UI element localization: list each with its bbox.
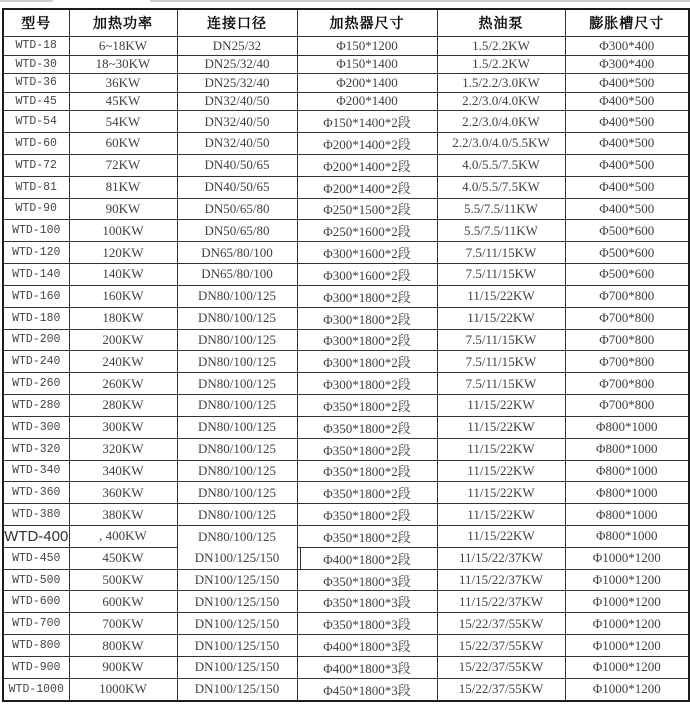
cell-heating-power: 120KW (69, 242, 177, 264)
cell-model: WTD-260 (3, 373, 69, 395)
cell-model: WTD-400 (3, 525, 69, 547)
cell-heater-size: Φ200*1400*2段 (297, 176, 437, 198)
cell-oil-pump: 11/15/22KW (437, 460, 565, 482)
cell-oil-pump: 7.5/11/15KW (437, 242, 565, 264)
table-row (3, 198, 689, 220)
table-row (3, 395, 689, 417)
cell-heater-size: Φ350*1800*2段 (297, 416, 437, 438)
cell-connection-diameter: DN32/40/50 (177, 111, 297, 133)
cell-connection-diameter: DN32/40/50 (177, 133, 297, 155)
cell-model: WTD-600 (3, 591, 69, 613)
cell-heating-power: 180KW (69, 307, 177, 329)
cell-expansion-tank: Φ500*600 (565, 242, 689, 264)
cell-oil-pump: 1.5/2.2KW (437, 37, 565, 56)
cell-connection-diameter: DN80/100/125 (177, 351, 297, 373)
table-row (3, 373, 689, 395)
header-expansion-tank-size: 膨胀槽尺寸 (565, 9, 689, 37)
cell-heating-power: 81KW (69, 176, 177, 198)
cell-connection-diameter: DN80/100/125 (177, 482, 297, 504)
cell-oil-pump: 4.0/5.5/7.5KW (437, 176, 565, 198)
table-row (3, 133, 689, 155)
product-spec-table (2, 8, 690, 702)
cell-heater-size: Φ350*1800*3段 (297, 591, 437, 613)
cell-heating-power: 54KW (69, 111, 177, 133)
cell-heater-size: Φ150*1200 (297, 37, 437, 56)
cell-model: WTD-54 (3, 111, 69, 133)
table-row (3, 176, 689, 198)
cell-heater-size: Φ300*1600*2段 (297, 242, 437, 264)
cell-model: WTD-72 (3, 154, 69, 176)
table-row (3, 547, 689, 569)
cell-connection-diameter: DN80/100/125 (177, 285, 297, 307)
cell-heater-size: Φ200*1400*2段 (297, 154, 437, 176)
cell-connection-diameter: DN65/80/100 (177, 242, 297, 264)
table-row (3, 37, 689, 56)
cell-heater-size: Φ400*1800*2段 (297, 547, 437, 569)
cell-expansion-tank: Φ800*1000 (565, 525, 689, 547)
table-row (3, 264, 689, 286)
table-row (3, 635, 689, 657)
cell-oil-pump: 2.2/3.0/4.0/5.5KW (437, 133, 565, 155)
cell-heating-power: 260KW (69, 373, 177, 395)
cell-oil-pump: 11/15/22KW (437, 504, 565, 526)
cell-oil-pump: 15/22/37/55KW (437, 656, 565, 678)
cell-oil-pump: 11/15/22KW (437, 525, 565, 547)
cell-model: WTD-36 (3, 74, 69, 93)
cell-connection-diameter: DN50/65/80 (177, 198, 297, 220)
cell-model: WTD-180 (3, 307, 69, 329)
cell-expansion-tank: Φ1000*1200 (565, 635, 689, 657)
cell-oil-pump: 11/15/22KW (437, 285, 565, 307)
spec-table-body (3, 37, 689, 702)
cell-model: WTD-81 (3, 176, 69, 198)
table-row (3, 438, 689, 460)
cell-expansion-tank: Φ300*400 (565, 55, 689, 74)
cell-heating-power: 1000KW (69, 678, 177, 701)
cell-expansion-tank: Φ400*500 (565, 198, 689, 220)
cell-heater-size: Φ350*1800*3段 (297, 569, 437, 591)
cell-connection-diameter: DN80/100/125 (177, 525, 297, 547)
cell-heating-power: 140KW (69, 264, 177, 286)
cell-heating-power: 280KW (69, 395, 177, 417)
cell-oil-pump: 2.2/3.0/4.0KW (437, 111, 565, 133)
cell-heater-size: Φ300*1800*2段 (297, 285, 437, 307)
cell-oil-pump: 11/15/22KW (437, 438, 565, 460)
table-row (3, 329, 689, 351)
cell-connection-diameter: DN100/125/150 (177, 656, 297, 678)
cell-model: WTD-280 (3, 395, 69, 417)
table-row (3, 416, 689, 438)
cell-heating-power: 160KW (69, 285, 177, 307)
cell-heating-power: 450KW (69, 547, 177, 569)
cell-model: WTD-300 (3, 416, 69, 438)
cell-expansion-tank: Φ700*800 (565, 307, 689, 329)
header-model: 型号 (3, 9, 69, 37)
cell-expansion-tank: Φ400*500 (565, 74, 689, 93)
cell-connection-diameter: DN100/125/150 (177, 613, 297, 635)
cell-model: WTD-320 (3, 438, 69, 460)
cell-expansion-tank: Φ500*600 (565, 264, 689, 286)
cell-oil-pump: 7.5/11/15KW (437, 329, 565, 351)
cell-expansion-tank: Φ800*1000 (565, 482, 689, 504)
cell-heater-size: Φ350*1800*2段 (297, 525, 437, 547)
cell-model: WTD-500 (3, 569, 69, 591)
cell-expansion-tank: Φ1000*1200 (565, 678, 689, 701)
cell-heating-power: 320KW (69, 438, 177, 460)
cell-heater-size: Φ300*1800*2段 (297, 307, 437, 329)
table-row (3, 613, 689, 635)
cell-connection-diameter: DN80/100/125 (177, 307, 297, 329)
table-row (3, 55, 689, 74)
cell-expansion-tank: Φ400*500 (565, 154, 689, 176)
cell-heating-power: 60KW (69, 133, 177, 155)
cell-heater-size: Φ250*1600*2段 (297, 220, 437, 242)
table-row (3, 242, 689, 264)
cell-oil-pump: 7.5/11/15KW (437, 264, 565, 286)
cell-heating-power: 900KW (69, 656, 177, 678)
top-divider-left (0, 0, 53, 2)
cell-heater-size: Φ300*1800*2段 (297, 329, 437, 351)
cell-heating-power: 45KW (69, 92, 177, 111)
cell-expansion-tank: Φ700*800 (565, 351, 689, 373)
cell-connection-diameter: DN25/32 (177, 37, 297, 56)
table-row (3, 460, 689, 482)
cell-oil-pump: 15/22/37/55KW (437, 635, 565, 657)
cell-heating-power: 380KW (69, 504, 177, 526)
cell-heating-power: 90KW (69, 198, 177, 220)
cell-heater-size: Φ350*1800*2段 (297, 504, 437, 526)
cell-model: WTD-360 (3, 482, 69, 504)
cell-heating-power: , 400KW (69, 525, 177, 547)
cell-model: WTD-340 (3, 460, 69, 482)
cell-heater-size: Φ200*1400 (297, 74, 437, 93)
cell-oil-pump: 15/22/37/55KW (437, 678, 565, 701)
table-row (3, 656, 689, 678)
cell-connection-diameter: DN25/32/40 (177, 55, 297, 74)
cell-heating-power: 800KW (69, 635, 177, 657)
table-row (3, 351, 689, 373)
cell-heating-power: 72KW (69, 154, 177, 176)
cell-heater-size: Φ250*1500*2段 (297, 198, 437, 220)
cell-model: WTD-900 (3, 656, 69, 678)
cell-expansion-tank: Φ800*1000 (565, 416, 689, 438)
cell-heating-power: 36KW (69, 74, 177, 93)
cell-connection-diameter: DN80/100/125 (177, 416, 297, 438)
cell-connection-diameter: DN80/100/125 (177, 460, 297, 482)
cell-oil-pump: 1.5/2.2KW (437, 55, 565, 74)
cell-model: WTD-200 (3, 329, 69, 351)
header-heater-size: 加热器尺寸 (297, 9, 437, 37)
cell-model: WTD-450 (3, 547, 69, 569)
cell-model: WTD-700 (3, 613, 69, 635)
cell-heater-size: Φ300*1600*2段 (297, 264, 437, 286)
cell-model: WTD-800 (3, 635, 69, 657)
cell-heating-power: 600KW (69, 591, 177, 613)
cell-heating-power: 300KW (69, 416, 177, 438)
table-row (3, 569, 689, 591)
cell-oil-pump: 7.5/11/15KW (437, 351, 565, 373)
cell-expansion-tank: Φ1000*1200 (565, 591, 689, 613)
header-heating-power: 加热功率 (69, 9, 177, 37)
cell-heating-power: 700KW (69, 613, 177, 635)
cell-connection-diameter: DN100/125/150 (177, 635, 297, 657)
cell-model: WTD-1000 (3, 678, 69, 701)
cell-oil-pump: 7.5/11/15KW (437, 373, 565, 395)
table-row (3, 504, 689, 526)
table-row (3, 678, 689, 701)
header-oil-pump: 热油泵 (437, 9, 565, 37)
cell-connection-diameter: DN100/125/150 (177, 569, 297, 591)
cell-expansion-tank: Φ1000*1200 (565, 547, 689, 569)
cell-model: WTD-380 (3, 504, 69, 526)
cell-connection-diameter: DN80/100/125 (177, 329, 297, 351)
cell-expansion-tank: Φ500*600 (565, 220, 689, 242)
table-row (3, 307, 689, 329)
table-row (3, 220, 689, 242)
cell-expansion-tank: Φ700*800 (565, 373, 689, 395)
cell-heater-size: Φ200*1400*2段 (297, 133, 437, 155)
cell-connection-diameter: DN40/50/65 (177, 154, 297, 176)
cell-heating-power: 340KW (69, 460, 177, 482)
cell-heater-size: Φ400*1800*3段 (297, 656, 437, 678)
cell-heater-size: Φ350*1800*2段 (297, 482, 437, 504)
cell-model: WTD-100 (3, 220, 69, 242)
cell-heating-power: 360KW (69, 482, 177, 504)
cell-heater-size: Φ300*1800*2段 (297, 373, 437, 395)
cell-expansion-tank: Φ700*800 (565, 395, 689, 417)
cell-expansion-tank: Φ300*400 (565, 37, 689, 56)
cell-model: WTD-30 (3, 55, 69, 74)
cell-expansion-tank: Φ400*500 (565, 111, 689, 133)
table-row (3, 92, 689, 111)
cell-expansion-tank: Φ400*500 (565, 133, 689, 155)
cell-heater-size: Φ300*1800*2段 (297, 351, 437, 373)
table-row (3, 74, 689, 93)
cell-oil-pump: 15/22/37/55KW (437, 613, 565, 635)
table-row (3, 525, 689, 547)
cell-heater-size: Φ350*1800*2段 (297, 395, 437, 417)
table-row (3, 591, 689, 613)
table-row (3, 154, 689, 176)
cell-heating-power: 18~30KW (69, 55, 177, 74)
cell-heater-size: Φ350*1800*2段 (297, 438, 437, 460)
cell-oil-pump: 5.5/7.5/11KW (437, 198, 565, 220)
cell-model: WTD-140 (3, 264, 69, 286)
cell-expansion-tank: Φ700*800 (565, 285, 689, 307)
cell-expansion-tank: Φ1000*1200 (565, 656, 689, 678)
cell-expansion-tank: Φ1000*1200 (565, 569, 689, 591)
cell-heating-power: 200KW (69, 329, 177, 351)
cell-model: WTD-18 (3, 37, 69, 56)
cell-oil-pump: 11/15/22/37KW (437, 569, 565, 591)
cell-connection-diameter: DN40/50/65 (177, 176, 297, 198)
table-row (3, 285, 689, 307)
cell-heating-power: 6~18KW (69, 37, 177, 56)
cell-expansion-tank: Φ800*1000 (565, 504, 689, 526)
cell-heater-size: Φ350*1800*2段 (297, 460, 437, 482)
cell-expansion-tank: Φ700*800 (565, 329, 689, 351)
cell-heating-power: 240KW (69, 351, 177, 373)
cell-model: WTD-240 (3, 351, 69, 373)
cell-connection-diameter: DN100/125/150 (177, 591, 297, 613)
cell-oil-pump: 11/15/22/37KW (437, 591, 565, 613)
header-connection-diameter: 连接口径 (177, 9, 297, 37)
cell-expansion-tank: Φ400*500 (565, 176, 689, 198)
cell-oil-pump: 11/15/22KW (437, 307, 565, 329)
cell-heater-size: Φ150*1400 (297, 55, 437, 74)
cell-oil-pump: 11/15/22KW (437, 395, 565, 417)
top-divider-right (150, 0, 690, 2)
table-row (3, 482, 689, 504)
cell-model: WTD-60 (3, 133, 69, 155)
cell-connection-diameter: DN50/65/80 (177, 220, 297, 242)
cell-model: WTD-120 (3, 242, 69, 264)
cell-heater-size: Φ400*1800*3段 (297, 635, 437, 657)
cell-connection-diameter: DN100/125/150 (177, 678, 297, 701)
cell-oil-pump: 5.5/7.5/11KW (437, 220, 565, 242)
cell-oil-pump: 1.5/2.2/3.0KW (437, 74, 565, 93)
cell-connection-diameter: DN80/100/125 (177, 373, 297, 395)
cell-oil-pump: 4.0/5.5/7.5KW (437, 154, 565, 176)
cell-oil-pump: 11/15/22KW (437, 482, 565, 504)
cell-connection-diameter: DN80/100/125 (177, 438, 297, 460)
cell-connection-diameter: DN32/40/50 (177, 92, 297, 111)
cell-heating-power: 100KW (69, 220, 177, 242)
cell-connection-diameter: DN25/32/40 (177, 74, 297, 93)
cell-oil-pump: 11/15/22KW (437, 416, 565, 438)
cell-oil-pump: 2.2/3.0/4.0KW (437, 92, 565, 111)
cell-connection-diameter: DN80/100/125 (177, 395, 297, 417)
cell-heater-size: Φ150*1400*2段 (297, 111, 437, 133)
cell-expansion-tank: Φ1000*1200 (565, 613, 689, 635)
table-header-row (3, 9, 689, 37)
cell-expansion-tank: Φ800*1000 (565, 438, 689, 460)
cell-model: WTD-45 (3, 92, 69, 111)
cell-heater-size: Φ450*1800*3段 (297, 678, 437, 701)
cell-model: WTD-90 (3, 198, 69, 220)
cell-connection-diameter: DN65/80/100 (177, 264, 297, 286)
cell-expansion-tank: Φ800*1000 (565, 460, 689, 482)
cell-heater-size: Φ350*1800*3段 (297, 613, 437, 635)
cell-heater-size: Φ200*1400 (297, 92, 437, 111)
cell-oil-pump: 11/15/22/37KW (437, 547, 565, 569)
cell-connection-diameter: DN80/100/125 (177, 504, 297, 526)
cell-expansion-tank: Φ400*500 (565, 92, 689, 111)
cell-heating-power: 500KW (69, 569, 177, 591)
table-row (3, 111, 689, 133)
cell-model: WTD-160 (3, 285, 69, 307)
cell-connection-diameter: DN100/125/150 (177, 547, 297, 569)
